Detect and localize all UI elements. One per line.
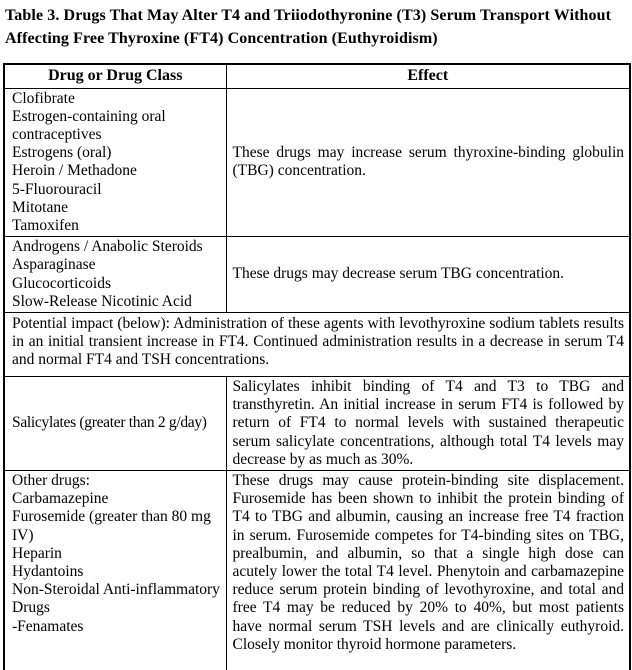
drug-line: Carbamazepine [12, 490, 109, 508]
effect-cell-tbg-decrease: These drugs may decrease serum TBG concentration. [226, 237, 630, 313]
table-row-salicylates [4, 376, 630, 470]
drug-line: Non-Steroidal Anti-inflammatory Drugs [12, 581, 220, 617]
drugs-table [3, 63, 631, 670]
potential-impact-note: Potential impact (below): Administration of these agents with levothyroxine sodium tablets results in an initial transient increase in FT4. Continued administration results in a decrease in serum T4 and normal FT4 and TSH concentrations. [4, 312, 630, 376]
drug-line: Furosemide (greater than 80 mg IV) [12, 508, 211, 544]
header-drug-class: Drug or Drug Class [4, 64, 226, 88]
drug-line: Heparin [12, 544, 62, 562]
drug-cell-salicylates [4, 376, 226, 470]
drug-line: Glucocorticoids [12, 274, 112, 292]
drug-cell-other-drugs [4, 470, 226, 670]
effect-cell-other-drugs: These drugs may cause protein-binding site displacement. Furosemide has been shown to inhibit the protein binding of T4 to TBG and albumin, causing an increase free T4 fraction in serum. Furosemide competes for T4-binding sites on TBG, prealbumin, and albumin, so that a single high dose can acutely lower the total T4 level. Phenytoin and carbamazepine reduce serum protein binding of levothyroxine, and total and free T4 may be reduced by 20% to 40%, but most patients have normal serum TSH levels and are clinically euthyroid. Closely monitor thyroid hormone parameters. [226, 470, 630, 670]
drug-line: -Fenamates [12, 617, 84, 635]
table-row-other-drugs [4, 470, 630, 670]
drug-line: Clofibrate [12, 89, 75, 107]
drug-line: Salicylates (greater than 2 g/day) [12, 414, 207, 432]
effect-cell-salicylates: Salicylates inhibit binding of T4 and T3 to TBG and transthyretin. An initial increase in serum FT4 is followed by return of FT4 to normal levels with sustained therapeutic serum salicylate concentrations, although total T4 levels may decrease by as much as 30%. [226, 376, 630, 470]
header-effect: Effect [226, 64, 630, 88]
drug-line: Tamoxifen [12, 216, 79, 234]
drug-line: Other drugs: [12, 471, 90, 489]
table-header-row [4, 64, 630, 88]
table-title: Table 3. Drugs That May Alter T4 and Triiodothyronine (T3) Serum Transport Without Affecting Free Thyroxine (FT4) Concentration (Euthyroidism) [5, 7, 612, 47]
drug-cell-tbg-decrease [4, 237, 226, 313]
drug-line: Androgens / Anabolic Steroids [12, 238, 203, 256]
drug-line: Asparaginase [12, 256, 96, 274]
drug-line: Mitotane [12, 198, 68, 216]
table-row-tbg-decrease [4, 237, 630, 313]
drug-line: Slow-Release Nicotinic Acid [12, 292, 192, 310]
drug-line: Estrogens (oral) [12, 144, 112, 162]
drug-line: Heroin / Methadone [12, 162, 137, 180]
drug-line: Hydantoins [12, 562, 84, 580]
table-row-potential-impact [4, 312, 630, 376]
drug-line: 5-Fluorouracil [12, 180, 102, 198]
drug-line: Estrogen-containing oral contraceptives [12, 107, 166, 143]
effect-cell-tbg-increase: These drugs may increase serum thyroxine-binding globulin (TBG) concentration. [226, 88, 630, 237]
table-row-tbg-increase [4, 88, 630, 237]
drug-cell-tbg-increase [4, 88, 226, 237]
